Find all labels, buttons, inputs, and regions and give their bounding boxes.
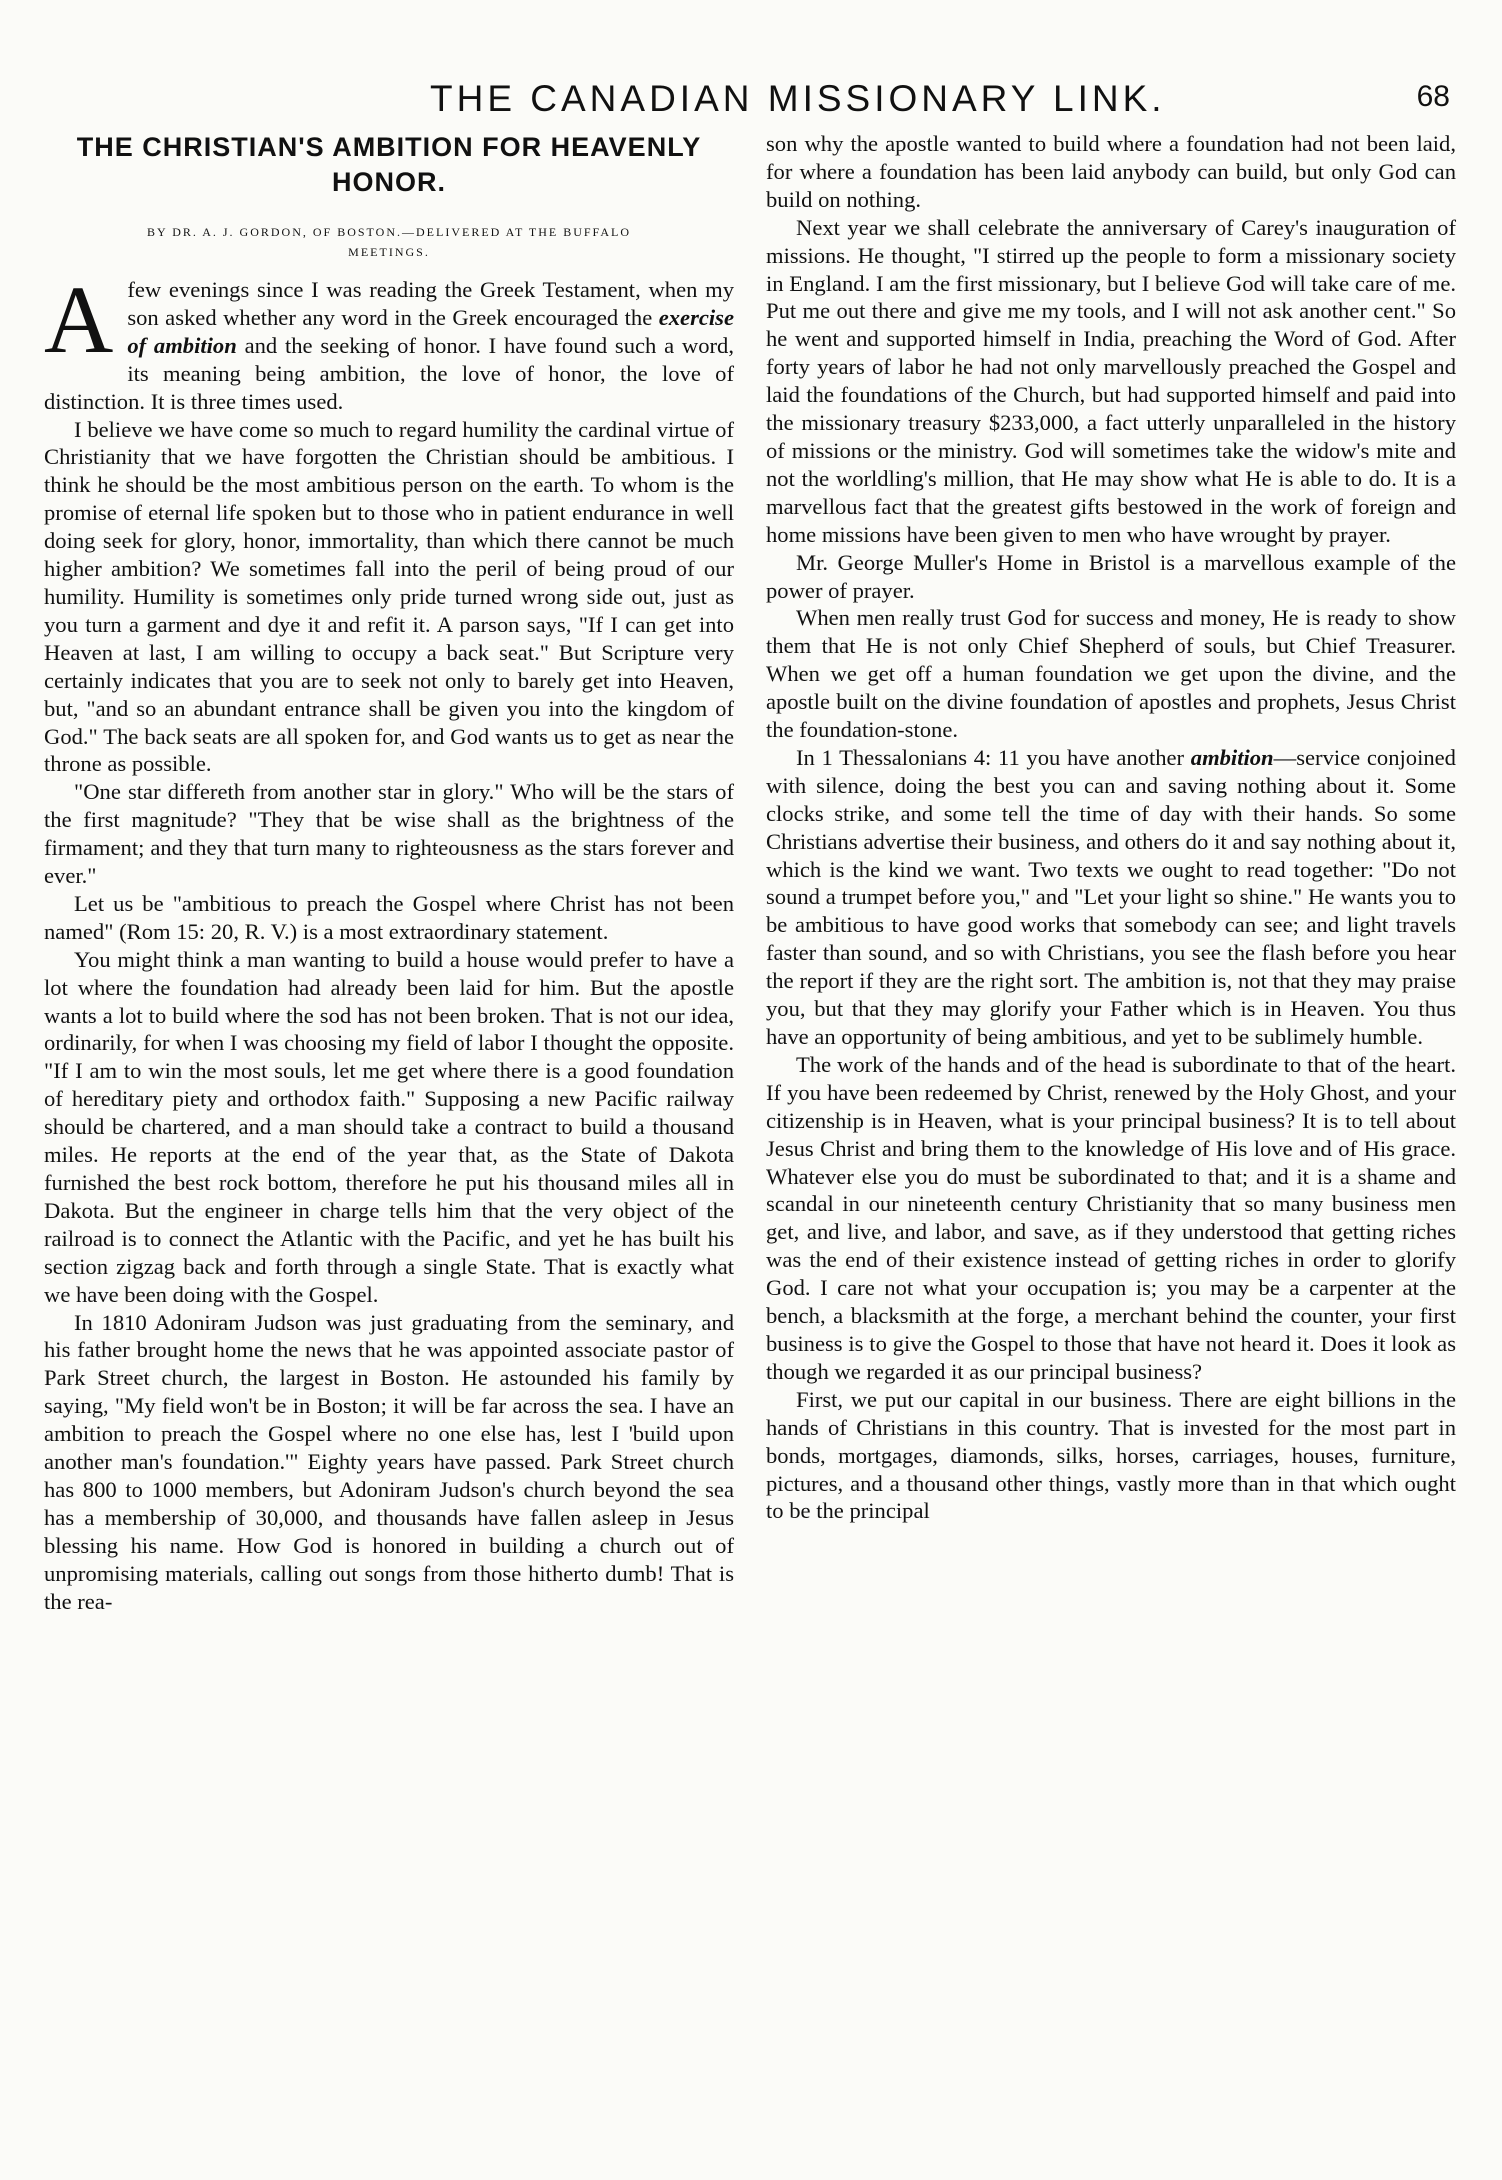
paragraph-2: I believe we have come so much to regard humility the cardinal virtue of Christianity that we have forgotten the Christian should be ambitious. I think he should be the most ambitious person on the earth. To whom is the promise of eternal life spoken but to those who in patient endurance in well doing seek for glory, honor, immortality, than which there cannot be much higher ambition? We sometimes fall into the peril of being proud of our humility. Humility is sometimes only pride turned wrong side out, just as you turn a garment and dye it and refit it. A parson says, "If I can get into Heaven at last, I am willing to occupy a back seat." But Scripture very certainly indicates that you are to seek not only to barely get into Heaven, but, "and so an abundant entrance shall be given you into the kingdom of God." The back seats are all spoken for, and God wants us to get as near the throne as possible. [44,416,734,777]
paragraph-10: When men really trust God for success and money, He is ready to show them that He is not only Chief Shepherd of souls, but Chief Treasurer. When we get off a human foundation we get upon the divine, and the apostle built on the divine foundation of apostles and prophets, Jesus Christ the foundation-stone. [766,605,1456,743]
paragraph-11 [766,744,1456,1051]
page-number: 68 [1416,80,1450,113]
paragraph-text: few evenings since I was reading the Greek Testament, when my son asked whether any word in the Greek encouraged the [127,277,734,330]
emphasis-text: ambition [1190,744,1274,770]
byline: BY DR. A. J. GORDON, OF BOSTON.—DELIVERED AT THE BUFFALO MEETINGS. [146,225,632,259]
drop-cap: A [44,266,114,373]
emphasis-text: exercise of ambition [127,304,734,358]
paragraph-text: In 1 Thessalonians 4: 11 you have another [796,744,1191,770]
paragraph-6: In 1810 Adoniram Judson was just graduating from the seminary, and his father brought home the news that he was appointed associate pastor of Park Street church, the largest in Boston. He astounded his family by saying, "My field won't be in Boston; it will be far across the sea. I have an ambition to preach the Gospel where no one else has, lest I 'build upon another man's foundation.'" Eighty years have passed. Park Street church has 800 to 1000 members, but Adoniram Judson's church beyond the sea has a membership of 30,000, and thousands have fallen asleep in Jesus blessing his name. How God is honored in building a church out of unpromising materials, calling out songs from those hitherto dumb! That is the rea- [44,1309,734,1614]
running-head [0,78,1502,128]
article-title: THE CHRISTIAN'S AMBITION FOR HEAVENLY HONOR. [76,132,702,197]
journal-title: THE CANADIAN MISSIONARY LINK. [430,78,1166,119]
paragraph-12: The work of the hands and of the head is subordinate to that of the heart. If you have been redeemed by Christ, renewed by the Holy Ghost, and your citizenship is in Heaven, what is your principal business? It is to tell about Jesus Christ and bring them to the knowledge of His love and of His grace. Whatever else you do must be subordinated to that; and it is a shame and scandal in our nineteenth century Christianity that so many business men get, and live, and labor, and save, as if they understood that getting riches was the end of their existence instead of getting riches in order to glorify God. I care not what your occupation is; you may be a carpenter at the bench, a blacksmith at the forge, a merchant behind the counter, your first business is to give the Gospel to those that have not heard it. Does it look as though we regarded it as our principal business? [766,1051,1456,1384]
right-column [766,130,1456,1525]
paragraph-text: —service conjoined with silence, doing the best you can and saving nothing about it. Some clocks strike, and some tell the time of day with their hands. So some Christians advertise their business, and others do it and say nothing about it, which is the kind we want. Two texts we ought to read together: "Do not sound a trumpet before you," and "Let your light so shine." He wants you to be ambitious to have good works that somebody can see; and light travels faster than sound, and so with Christians, you see the flash before you hear the report if they are the right sort. The ambition is, not that they may praise you, but that they may glorify your Father which is in Heaven. You thus have an opportunity of being ambitious, and yet to be sublimely humble. [766,744,1456,1049]
paragraph-3: "One star differeth from another star in glory." Who will be the stars of the first magnitude? "They that be wise shall as the brightness of the firmament; and they that turn many to righteousness as the stars forever and ever." [44,779,734,889]
paragraph-1 [44,266,734,416]
paragraph-9: Mr. George Muller's Home in Bristol is a marvellous example of the power of prayer. [766,549,1456,603]
paragraph-13: First, we put our capital in our business. There are eight billions in the hands of Christians in this country. That is invested for the most part in bonds, mortgages, diamonds, silks, horses, carriages, houses, furniture, pictures, and a thousand other things, vastly more than in that which ought to be the principal [766,1386,1456,1524]
paragraph-7: son why the apostle wanted to build where a foundation had not been laid, for where a foundation has been laid anybody can build, but only God can build on nothing. [766,131,1456,212]
paragraph-4: Let us be "ambitious to preach the Gospel where Christ has not been named" (Rom 15: 20, R. V.) is a most extraordinary statement. [44,890,734,944]
paragraph-8: Next year we shall celebrate the anniversary of Carey's inauguration of missions. He thought, "I stirred up the people to form a missionary society in England. I am the first missionary, but I believe God will take care of me. Put me out there and give me my tools, and I will not ask another cent." So he went and supported himself in India, preaching the Word of God. After forty years of labor he had not only marvellously preached the Gospel and laid the foundations of the Church, but had supported himself and paid into the missionary treasury $233,000, a fact utterly unparalleled in the history of missions or the ministry. God will sometimes take the widow's mite and not the worldling's million, that He may show what He is able to do. It is a marvellous fact that the greatest gifts bestowed in the work of foreign and home missions have been given to men who have wrought by prayer. [766,214,1456,547]
paragraph-text: and the seeking of honor. I have found such a word, its meaning being ambition, the love of honor, the love of distinction. It is three times used. [44,332,734,414]
left-column [44,130,734,1616]
paragraph-5: You might think a man wanting to build a house would prefer to have a lot where the foundation had already been laid for him. But the apostle wants a lot to build where the sod has not been broken. That is not our idea, ordinarily, for when I was choosing my field of labor I thought the opposite. "If I am to win the most souls, let me get where there is a good foundation of hereditary piety and orthodox faith." Supposing a new Pacific railway should be chartered, and a man should take a contract to build a thousand miles. He reports at the end of the year that, as the State of Dakota furnished the best rock bottom, therefore he put his thousand miles all in Dakota. But the engineer in charge tells him that the very object of the railroad is to connect the Atlantic with the Pacific, and yet he has built his section zigzag back and forth through a single State. That is exactly what we have been doing with the Gospel. [44,946,734,1307]
